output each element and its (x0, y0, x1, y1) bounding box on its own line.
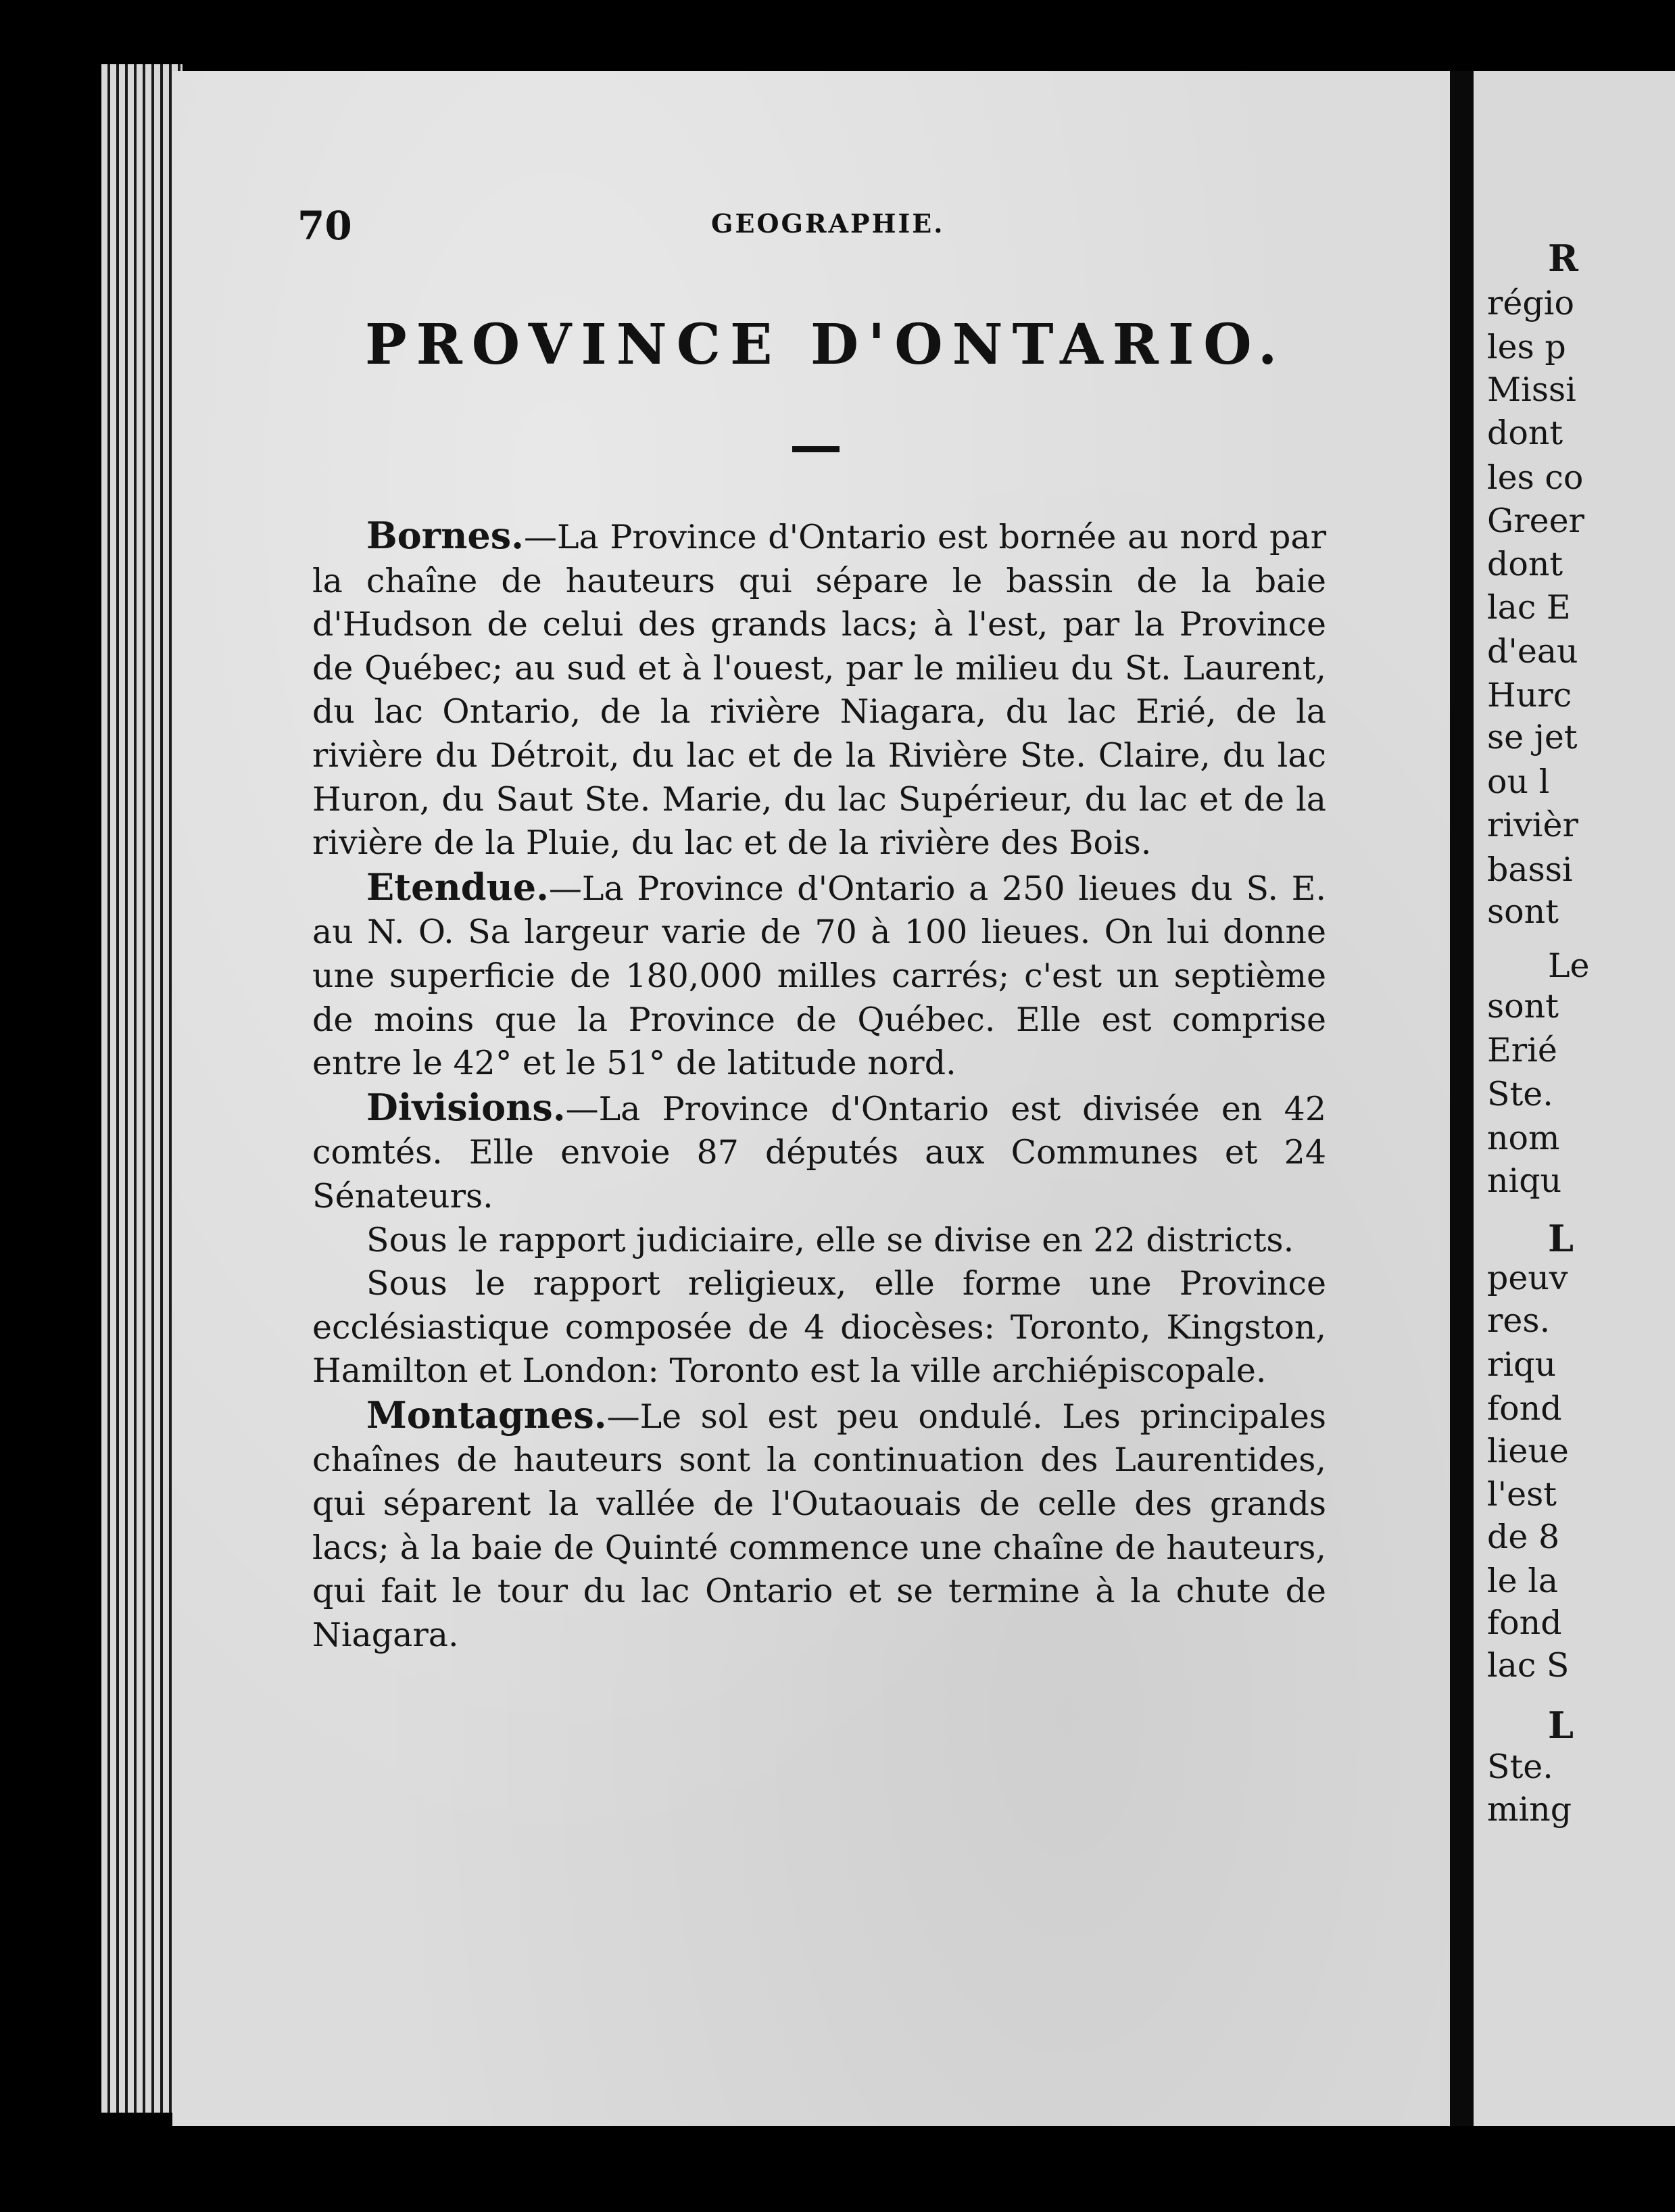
facing-page-line: sont (1487, 892, 1559, 931)
running-title: GEOGRAPHIE. (711, 208, 945, 239)
facing-page-line: d'eau (1487, 632, 1578, 671)
facing-page-line: fond (1487, 1604, 1562, 1642)
facing-page-line: Greer (1487, 502, 1584, 540)
facing-page-line: Hurc (1487, 676, 1572, 715)
facing-page-line: riqu (1487, 1345, 1557, 1384)
paragraph-text: —La Province d'Ontario est divisée en 42 comtés. Elle envoie 87 députés aux Communes et 24 Sénateurs. (312, 1089, 1326, 1216)
facing-page-line: se jet (1487, 718, 1578, 756)
facing-page-line: lieue (1487, 1432, 1569, 1470)
facing-page-line: l'est (1487, 1475, 1557, 1514)
page-edges (101, 64, 183, 2113)
paragraph-bornes (312, 514, 1326, 865)
paragraph-lead: Bornes. (366, 514, 524, 557)
facing-page-line: régio (1487, 284, 1574, 322)
facing-page-line: bassi (1487, 850, 1573, 889)
facing-page-line: R (1548, 237, 1578, 280)
facing-page-line: Ste. (1487, 1748, 1553, 1786)
facing-page-line: nom (1487, 1119, 1560, 1157)
facing-page-line: sont (1487, 987, 1559, 1026)
facing-page-line: les p (1487, 328, 1566, 366)
paragraph-text: —La Province d'Ontario a 250 lieues du S. E. au N. O. Sa largeur varie de 70 à 100 lieues. On lui donne une superficie de 180,000 milles carrés; c'est un septième de moins que la Province de Québec. Elle est comprise entre le 42° et le 51° de latitude nord. (312, 869, 1326, 1083)
facing-page-line: le la (1487, 1562, 1559, 1600)
paragraph-lead: Divisions. (366, 1085, 566, 1129)
facing-page-line: peuv (1487, 1259, 1568, 1297)
facing-page-line: fond (1487, 1389, 1562, 1428)
paragraph-text: Sous le rapport judiciaire, elle se divise en 22 districts. (366, 1220, 1294, 1259)
facing-page-line: dont (1487, 414, 1563, 452)
paragraph-religieux (312, 1262, 1326, 1393)
facing-page-line: lac E (1487, 588, 1571, 627)
paragraph-divisions (312, 1086, 1326, 1219)
paragraph-montagnes (312, 1393, 1326, 1658)
facing-page-line: lac S (1487, 1646, 1570, 1685)
paragraph-lead: Montagnes. (366, 1393, 607, 1437)
facing-page-line: ming (1487, 1790, 1572, 1829)
facing-page-line: ou l (1487, 763, 1550, 801)
title-rule (792, 446, 840, 452)
facing-page-line: L (1548, 1704, 1574, 1747)
facing-page-line: Ste. (1487, 1075, 1553, 1113)
paragraph-text: —La Province d'Ontario est bornée au nord par la chaîne de hauteurs qui sépare le bassin de la baie d'Hudson de celui des grands lacs; à l'est, par la Province de Québec; au sud et à l'ouest, par le milieu du St. Laurent, du lac Ontario, de la rivière Niagara, du lac Erié, de la rivière du Détroit, du lac et de la Rivière Ste. Claire, du lac Huron, du Saut Ste. Marie, du lac Supérieur, du lac et de la rivière de la Pluie, du lac et de la rivière des Bois. (312, 518, 1326, 863)
paragraph-text: —Le sol est peu ondulé. Les principales chaînes de hauteurs sont la continuation des Laurentides, qui séparent la vallée de l'Outaouais de celle des grands lacs; à la baie de Quinté commence une chaîne de hauteurs, qui fait le tour du lac Ontario et se termine à la chute de Niagara. (312, 1397, 1326, 1654)
facing-page-line: de 8 (1487, 1518, 1560, 1556)
book-gutter (1450, 71, 1474, 2126)
facing-page-line: les co (1487, 458, 1584, 497)
facing-page-line: Missi (1487, 370, 1576, 409)
paragraph-text: Sous le rapport religieux, elle forme une Province ecclésiastique composée de 4 diocèses: Toronto, Kingston, Hamilton et London: Toronto est la ville archiépiscopale. (312, 1264, 1326, 1391)
facing-page-line: Le (1548, 946, 1590, 985)
paragraph-judiciaire (312, 1219, 1326, 1263)
facing-page-line: niqu (1487, 1161, 1562, 1200)
facing-page-line: L (1548, 1217, 1574, 1260)
paragraph-etendue (312, 865, 1326, 1086)
page-number: 70 (297, 203, 352, 249)
facing-page-line: rivièr (1487, 806, 1578, 844)
page-title: PROVINCE D'ONTARIO. (365, 312, 1287, 377)
facing-page-line: Erié (1487, 1031, 1557, 1069)
facing-page-line: dont (1487, 545, 1563, 583)
paragraph-lead: Etendue. (366, 865, 549, 909)
facing-page-line: res. (1487, 1301, 1551, 1340)
body-text (312, 514, 1326, 1657)
